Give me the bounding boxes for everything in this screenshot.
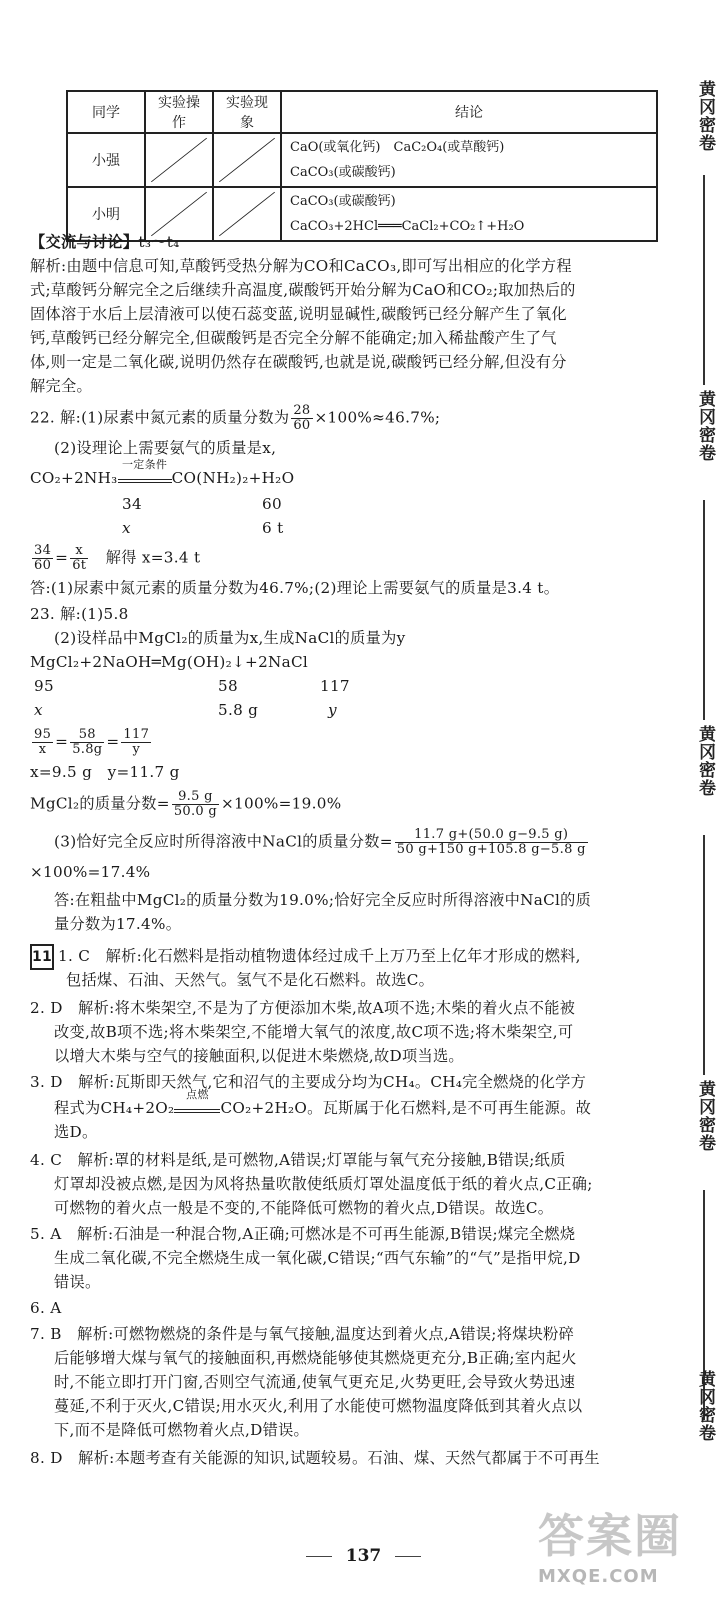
- numerator: 11.7 g+(50.0 g−9.5 g): [395, 828, 588, 843]
- fraction: [32, 728, 53, 757]
- molar-mass: 117: [320, 677, 350, 695]
- answer-text: 改变,故B项不选;将木柴架空,不能增大氧气的浓度,故C项不选;将木柴架空,可: [54, 1023, 574, 1041]
- empty-cell: [145, 133, 213, 187]
- molar-mass: 58: [218, 677, 238, 695]
- answer-text: 以增大木柴与空气的接触面积,以促进木柴燃烧,故D项当选。: [54, 1047, 464, 1065]
- denominator: x: [38, 742, 47, 757]
- discussion-value: t₃～t₄: [138, 233, 180, 251]
- discussion-heading: [30, 230, 670, 254]
- analysis-line: 解完全。: [30, 377, 92, 395]
- unknown: x: [122, 519, 131, 537]
- analysis-line: 固体溶于水后上层清液可以使石蕊变蓝,说明显碱性,碳酸钙已经分解产生了氧化: [30, 305, 567, 323]
- table-header-row: [67, 91, 657, 133]
- denominator: 60: [293, 418, 311, 433]
- answer-text: 可燃物的着火点一般是不变的,不能降低可燃物的着火点,D错误。故选C。: [54, 1199, 554, 1217]
- fraction: [121, 728, 151, 757]
- q22-text: 22. 解:(1)尿素中氮元素的质量分数为: [30, 408, 290, 427]
- experiment-table: [66, 90, 658, 242]
- unknown: x: [34, 701, 43, 719]
- student-name: 小明: [67, 187, 145, 241]
- denominator: 50 g+150 g+105.8 g−5.8 g: [396, 842, 586, 857]
- eq-right: CO₂+2H₂O。瓦斯属于化石燃料,是不可再生能源。故: [220, 1099, 592, 1117]
- q22-line1: [30, 404, 670, 433]
- divider: [703, 500, 705, 720]
- page-number-text: 137: [345, 1546, 382, 1566]
- answer-text: 错误。: [54, 1273, 101, 1291]
- eq-right: CO(NH₂)₂+H₂O: [171, 469, 295, 487]
- analysis-line: 式;草酸钙分解完全之后继续升高温度,碳酸钙开始分解为CaO和CO₂;取加热后的: [30, 281, 576, 299]
- answer-text: 6. A: [30, 1299, 62, 1317]
- sidebar-mark: 黄冈密卷: [695, 1370, 715, 1442]
- result-text: ×100%=19.0%: [221, 794, 342, 813]
- solve-text: 解得 x=3.4 t: [105, 548, 201, 567]
- section-number: 11: [30, 944, 54, 970]
- known-value: 6 t: [262, 519, 284, 537]
- answer-text: 下,而不是降低可燃物着火点,D错误。: [54, 1421, 310, 1439]
- q23-result: x=9.5 g y=11.7 g: [30, 763, 180, 781]
- answer-text: 5. A 解析:石油是一种混合物,A正确;可燃冰是不可再生能源,B错误;煤完全燃烧: [30, 1225, 576, 1243]
- conclusion-line: CaO(或氧化钙) CaC₂O₄(或草酸钙): [290, 140, 505, 155]
- denominator: 6t: [72, 558, 87, 573]
- answer-text: 选D。: [54, 1123, 98, 1141]
- analysis-line: 解析:由题中信息可知,草酸钙受热分解为CO和CaCO₃,即可写出相应的化学方程: [30, 257, 572, 275]
- section11-q1: [30, 944, 670, 970]
- discussion-label: 【交流与讨论】: [30, 233, 139, 251]
- answer-text: 灯罩却没被点燃,是因为风将热量吹散使纸质灯罩处温度低于纸的着火点,C正确;: [54, 1175, 593, 1193]
- sidebar-mark: 黄冈密卷: [695, 725, 715, 797]
- q23-mass-fraction: [30, 790, 670, 819]
- q22-ratio: $\frac{34}{60}$ = $\frac{x}{6t}$ 解得 x=3.4 t: [34, 543, 201, 573]
- unknown: y: [328, 701, 337, 719]
- q23-line1: 23. 解:(1)5.8: [30, 605, 129, 623]
- q22-text: ×100%≈46.7%;: [314, 408, 441, 427]
- q3-equation-line: [54, 1088, 694, 1120]
- numerator: 9.5 g: [172, 790, 219, 805]
- fraction: [70, 544, 88, 573]
- numerator: 34: [34, 543, 52, 558]
- label-text: MgCl₂的质量分数=: [30, 794, 170, 813]
- q23-line2: (2)设样品中MgCl₂的质量为x,生成NaCl的质量为y: [54, 629, 406, 647]
- numerator: 28: [293, 403, 311, 418]
- column-header: 实验现象: [213, 91, 281, 133]
- q22-answer: 答:(1)尿素中氮元素的质量分数为46.7%;(2)理论上需要氨气的质量是3.4 t。: [30, 579, 560, 597]
- sidebar-mark: 黄冈密卷: [695, 1080, 715, 1152]
- denominator: y: [132, 742, 141, 757]
- reaction-condition: [174, 1088, 220, 1113]
- answer-text: 2. D 解析:将木柴架空,不是为了方便添加木柴,故A项不选;木柴的着火点不能被: [30, 999, 576, 1017]
- student-name: 小强: [67, 133, 145, 187]
- divider: [703, 175, 705, 385]
- numerator: 117: [123, 727, 150, 742]
- sidebar-mark: 黄冈密卷: [695, 390, 715, 462]
- eq-left: CO₂+2NH₃: [30, 469, 118, 487]
- fraction: [291, 404, 312, 433]
- table-row: [67, 133, 657, 187]
- answer-text: 包括煤、石油、天然气。氢气不是化石燃料。故选C。: [66, 971, 435, 989]
- column-header: 同学: [67, 91, 145, 133]
- answer-text: 1. C 解析:化石燃料是指动植物遗体经过成千上万乃至上亿年才形成的燃料,: [58, 947, 581, 965]
- conclusion-line: CaCO₃(或碳酸钙): [290, 165, 396, 180]
- conclusion-line: CaCO₃(或碳酸钙): [290, 194, 396, 209]
- watermark-url: MXQE.COM: [538, 1566, 659, 1587]
- watermark-text: 答案圈: [538, 1509, 682, 1563]
- fraction: [32, 544, 53, 573]
- conclusion-line: CaCO₃+2HCl═══CaCl₂+CO₂↑+H₂O: [290, 219, 525, 234]
- fraction: [395, 828, 588, 857]
- numerator: 95: [34, 727, 52, 742]
- fraction: [70, 728, 104, 757]
- empty-cell: [213, 133, 281, 187]
- q23-part3-result: ×100%=17.4%: [30, 863, 151, 881]
- column-header: 实验操作: [145, 91, 213, 133]
- q23-answer: 答:在粗盐中MgCl₂的质量分数为19.0%;恰好完全反应时所得溶液中NaCl的质: [54, 891, 592, 909]
- molar-mass: 60: [262, 495, 282, 513]
- analysis-line: 钙,草酸钙已经分解完全,但碳酸钙是否完全分解不能确定;加入稀盐酸产生了气: [30, 329, 557, 347]
- answer-text: 3. D 解析:瓦斯即天然气,它和沼气的主要成分均为CH₄。CH₄完全燃烧的化学方: [30, 1073, 587, 1091]
- q23-answer: 量分数为17.4%。: [54, 915, 182, 933]
- answer-text: 后能够增大煤与氧气的接触面积,再燃烧能够使其燃烧更充分,B正确;室内起火: [54, 1349, 577, 1367]
- analysis-line: 体,则一定是二氧化碳,说明仍然存在碳酸钙,也就是说,碳酸钙已经分解,但没有分: [30, 353, 567, 371]
- answer-text: 7. B 解析:可燃物燃烧的条件是与氧气接触,温度达到着火点,A错误;将煤块粉碎: [30, 1325, 575, 1343]
- molar-mass: 95: [34, 677, 54, 695]
- condition-label: 一定条件: [121, 458, 168, 471]
- q22-equation: [30, 458, 670, 490]
- known-value: 5.8 g: [218, 701, 259, 719]
- condition-label: 点燃: [186, 1088, 209, 1101]
- sidebar-watermark: [690, 70, 718, 1470]
- column-header: 结论: [281, 91, 657, 133]
- reaction-condition: [118, 458, 172, 483]
- numerator: x: [70, 544, 88, 559]
- numerator: 58: [70, 728, 104, 743]
- eq-left: 程式为CH₄+2O₂: [54, 1099, 175, 1117]
- denominator: 5.8g: [72, 742, 103, 757]
- label-text: (3)恰好完全反应时所得溶液中NaCl的质量分数=: [54, 832, 393, 851]
- q23-part3: [54, 828, 670, 857]
- watermark-logo: [538, 1500, 718, 1590]
- divider: [703, 835, 705, 1075]
- answer-text: 8. D 解析:本题考查有关能源的知识,试题较易。石油、煤、天然气都属于不可再生: [30, 1449, 600, 1467]
- fraction: [172, 790, 219, 819]
- molar-mass: 34: [122, 495, 142, 513]
- q23-ratio: $\frac{95}{x}$ = $\frac{58}{5.8g}$ = $\frac{117}{y}$: [34, 727, 150, 757]
- denominator: 50.0 g: [173, 804, 218, 819]
- sidebar-mark: 黄冈密卷: [695, 80, 715, 152]
- answer-text: 蔓延,不利于灭火,C错误;用水灭火,利用了水能使可燃物温度降低到其着火点以: [54, 1397, 583, 1415]
- conclusion-cell: [281, 133, 657, 187]
- answer-text: 时,不能立即打开门窗,否则空气流通,使氧气更充足,火势更旺,会导致火势迅速: [54, 1373, 576, 1391]
- q23-equation: MgCl₂+2NaOH═Mg(OH)₂↓+2NaCl: [30, 653, 309, 671]
- q22-line2: (2)设理论上需要氨气的质量是x,: [54, 439, 277, 457]
- denominator: 60: [34, 558, 52, 573]
- answer-text: 生成二氧化碳,不完全燃烧生成一氧化碳,C错误;“西气东输”的“气”是指甲烷,D: [54, 1249, 581, 1267]
- answer-text: 4. C 解析:罩的材料是纸,是可燃物,A错误;灯罩能与氧气充分接触,B错误;纸质: [30, 1151, 566, 1169]
